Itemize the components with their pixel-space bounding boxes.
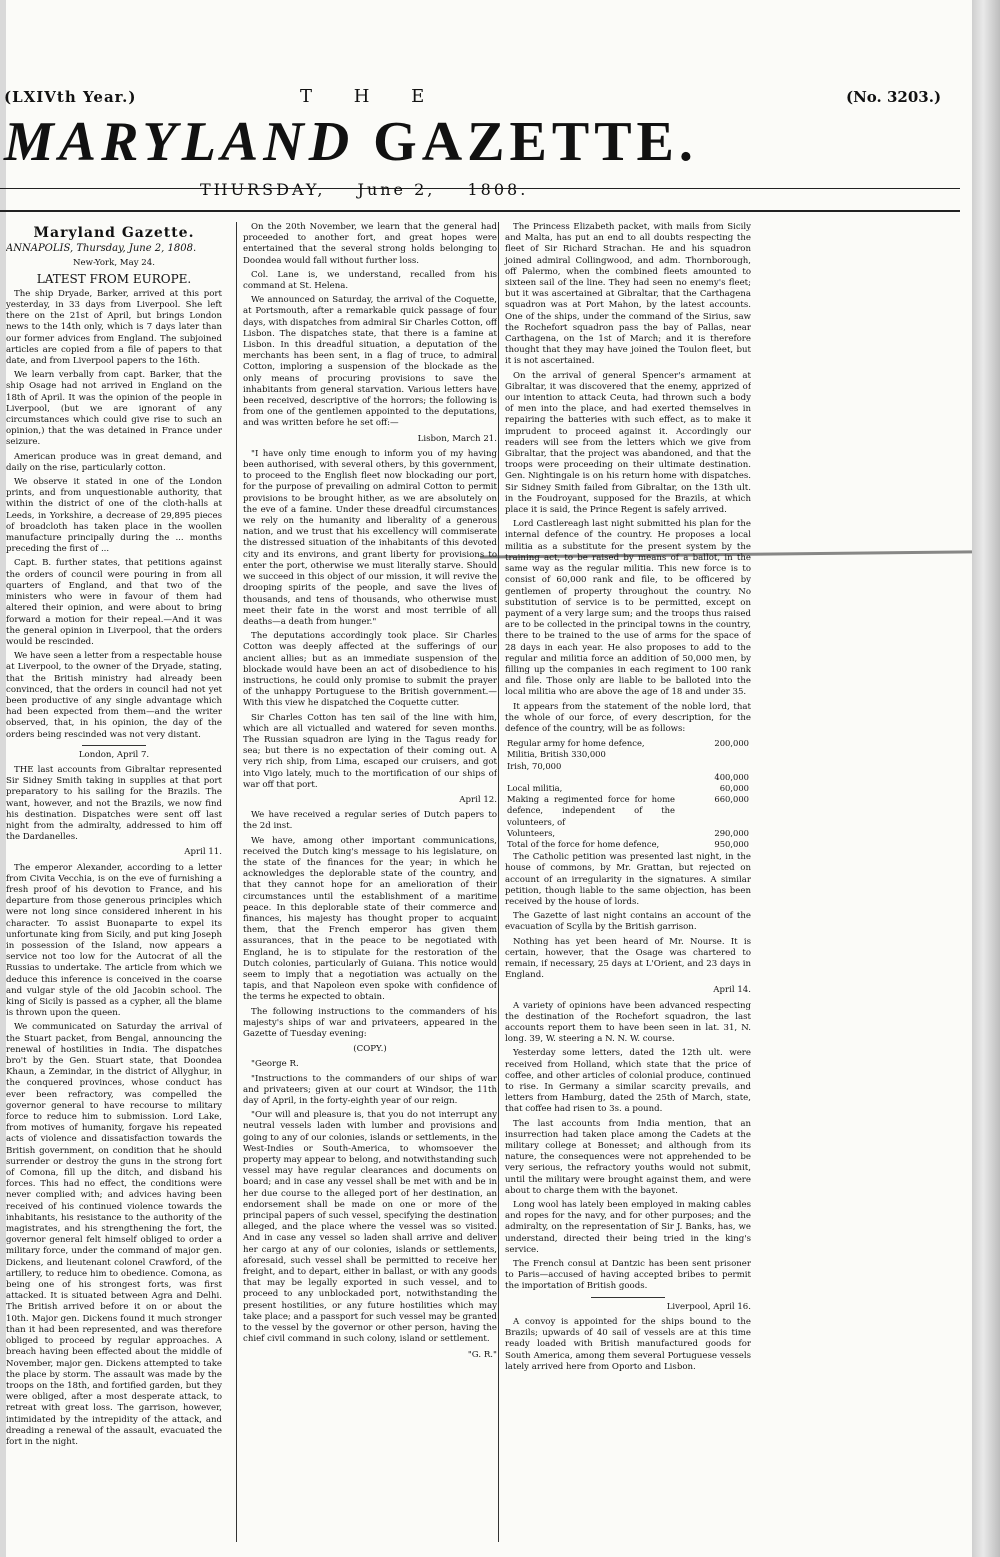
defence-table-row	[505, 772, 751, 783]
defence-table-row	[505, 794, 751, 828]
article-paragraph: A variety of opinions have been advanced respecting the destination of the Rochefort squadron, the last accounts report them to have been seen in lat. 31, N. long. 39, W. steering a N. N. W. course.	[505, 1000, 751, 1045]
divider	[591, 1297, 665, 1298]
defence-table-row	[505, 828, 751, 839]
volume-year: (LXIVth Year.)	[4, 88, 137, 106]
article-paragraph: The last accounts from India mention, that an insurrection had taken place among the Cadets at the military college at Bonesset; and although from its nature, the consequences were not apprehended to be very serious, the refractory youths would not submit, until the military were brought against them, and were about to charge them with the bayonet.	[505, 1118, 751, 1196]
defence-count	[677, 761, 751, 772]
defence-count: 60,000	[719, 782, 749, 793]
article-paragraph: "I have only time enough to inform you of my having been authorised, with several others, by this government, to proceed to the English fleet now blockading our port, for the purpose of prevailing on admiral Cotton to permit provisions to be brought hither, as we are absolutely on the eve of a famine. Under these dreadful circumstances we rely on the humanity and liberality of a generous nation, and we trust that his excellency will commiserate the distressed situation of the inhabitants of this devoted city and its environs, and grant liberty for provisions to enter the port, otherwise we must literally starve. Should we succeed in this object of our mission, it will revive the drooping spirits of the people, and save the lives of thousands, and tens of thousands, who otherwise must meet their fate in the worst and most terrible of all deaths—a death from hunger."	[243, 448, 497, 627]
defence-count: 660,000	[714, 794, 749, 805]
article-paragraph: It appears from the statement of the noble lord, that the whole of our force, of every description, for the defence of the country, will be as follows:	[505, 701, 751, 734]
article-paragraph: "Our will and pleasure is, that you do not interrupt any neutral vessels laden with lumber and provisions and going to any of our colonies, islands or settlements, in the West-Indies or South-America, to whomsoever the property may appear to belong, and notwithstanding such vessel may have regular clearances and documents on board; and in case any vessel shall be met with and be in her due course to the alleged port of her destination, an endorsement shall be made on one or more of the principal papers of such vessel, specifying the destination alleged, and the place where the vessel was so visited. And in case any vessel so laden shall arrive and deliver her cargo at any of our colonies, islands or settlements, aforesaid, such vessel shall be permitted to receive her freight, and to depart, either in ballast, or with any goods that may be legally exported in such vessel, and to proceed to any unblockaded port, notwithstanding the present hostilities, or any future hostilities which may take place; and a passport for such vessel may be granted to the vessel by the governor or other person, having the chief civil command in such colony, island or settlement.	[243, 1110, 497, 1345]
article-paragraph: We communicated on Saturday the arrival of the Stuart packet, from Bengal, announcing the renewal of hostilities in India. The dispatches bro't by the Gen. Stuart state, that Doondea Khaun, a Zemindar, in the district of Allyghur, in the conquered provinces, whose conduct has ever been refractory, was compelled the governor general to have recourse to military force to reduce him to submission. Lord Lake, from motives of humanity, forgave his repeated acts of violence and dissatisfaction towards the British government, on condition that he should surrender or destroy the guns in the strong fort of Comona, fill up the ditch, and disband his forces. This had no effect, the conditions were never complied with; and advices having been received of his continued violence towards the inhabitants, his resistance to the authority of the magistrates, and his strengthening the fort, the governor general felt himself obliged to order a military force, under the command of major gen. Dickens, and lieutenant colonel Crawford, of the artillery, to reduce him to obedience. Comona, as being one of his strongest forts, was first attacked. It is situated between Agra and Delhi. The British arrived before it on or about the 10th. Major gen. Dickens found it much stronger than it had been represented, and was therefore obliged to proceed by regular approaches. A breach having been effected about the middle of November, major gen. Dickens attempted to take the place by storm. The assault was made by the troops on the 18th, and fortified garden, but they were obliged, after a most desperate attack, to retreat with great loss. The garrison, however, intimidated by the intrepidity of the attack, and dreading a renewal of the assault, evacuated the fort in the night.	[6, 1022, 222, 1447]
title-gazette: GAZETTE.	[373, 111, 698, 173]
article-paragraph: Sir Charles Cotton has ten sail of the line with him, which are all victualled and watered for seven months. The Russian squadron are lying in the Tagus ready for sea; but there is no expectation of their coming out. A very rich ship, from Lima, escaped our cruisers, and got into Vigo lately, much to the mortification of our ships of war off that port.	[243, 712, 497, 790]
article-paragraph: Lord Castlereagh last night submitted his plan for the internal defence of the country. He proposes a local militia as a substitute for the present system by the training act, to be raised by means of a ballot, in the same way as the regular militia. This new force is to consist of 60,000 rank and file, to be officered by gentlemen of property throughout the country. No substitution of service is to be permitted, except on payment of a very large sum; and the troops thus raised are to be collected in the principal towns in the country, there to be trained to the use of arms for the space of 28 days in each year. He also proposes to add to the regular and militia force an addition of 50,000 men, by filling up the companies in each regiment to 100 rank and file. Those only are liable to be balloted into the local militia who are above the age of 18 and under 35.	[505, 519, 751, 698]
london-dateline: London, April 7.	[78, 749, 150, 760]
defence-table-row	[505, 783, 751, 794]
defence-count: 200,000	[714, 738, 749, 749]
column-3	[498, 222, 751, 1542]
column-1	[6, 222, 222, 1542]
lisbon-dateline: Lisbon, March 21.	[417, 433, 497, 444]
divider	[82, 745, 147, 746]
defence-table-row	[505, 738, 751, 749]
newspaper-title	[4, 110, 964, 174]
defence-table-row	[505, 761, 751, 772]
article-paragraph: Long wool has lately been employed in making cables and ropes for the navy, and for other purposes; and the admiralty, on the representation of Sir J. Banks, has, we understand, directed their being tried in the king's service.	[505, 1200, 751, 1255]
defence-item: Irish, 70,000	[507, 760, 562, 771]
article-paragraph: A convoy is appointed for the ships bound to the Brazils; upwards of 40 sail of vessels are at this time ready loaded with British manufactured goods for South America, among them several Portuguese vessels lately arrived here from Oporto and Lisbon.	[505, 1316, 751, 1372]
dateline-weekday: THURSDAY,	[200, 180, 326, 199]
defence-force-table	[505, 738, 751, 850]
dateline-rule	[0, 210, 960, 212]
article-paragraph: The French consul at Dantzic has been sent prisoner to Paris—accused of having accepted bribes to permit the importation of British goods.	[505, 1259, 751, 1292]
april14-dateline: April 14.	[713, 985, 751, 996]
article-paragraph: Nothing has yet been heard of Mr. Nourse. It is certain, however, that the Osage was chartered to remain, if necessary, 25 days at L'Orient, and 23 days in England.	[505, 936, 751, 981]
article-paragraph: The Princess Elizabeth packet, with mails from Sicily and Malta, has put an end to all doubts respecting the fleet of Sir Richard Strachan. He and his squadron joined admiral Collingwood, and adm. Thornborough, off Palermo, when the combined fleets amounted to sixteen sail of the line. They had seen no enemy's fleet; but it was ascertained at Gibraltar, that the Carthagena squadron was at Port Mahon, by the latest accounts. One of the ships, under the command of the Sirius, saw the Rochefort squadron pass the bay of Pallas, near Carthagena, on the 1st of March; and it is therefore thought that they may have joined the Toulon fleet, but it is not ascertained.	[505, 222, 751, 367]
article-paragraph: The following instructions to the commanders of his majesty's ships of war and privateers, appeared in the Gazette of Tuesday evening:	[243, 1006, 497, 1040]
article-paragraph: Capt. B. further states, that petitions against the orders of council were pouring in from all quarters of England, and that two of the ministers who were in favour of them had altered their opinion, and were about to bring forward a motion for their repeal.—And it was the general opinion in Liverpool, that the orders would be rescinded.	[6, 558, 222, 647]
april11-dateline: April 11.	[184, 847, 222, 858]
dateline-date: June 2,	[357, 180, 436, 199]
article-paragraph: We have seen a letter from a respectable house at Liverpool, to the owner of the Dryade, stating, that the British ministry had already been convinced, that the orders in council had not yet been productive of any single advantage which had been expected from them—and the writer observed, that, in his opinion, the day of the orders being rescinded was not very distant.	[6, 651, 222, 740]
april12-dateline: April 12.	[459, 794, 497, 805]
issue-number: (No. 3203.)	[846, 88, 942, 106]
defence-item	[505, 772, 677, 783]
ny-dateline: New-York, May 24.	[73, 258, 155, 269]
article-paragraph: We have, among other important communications, received the Dutch king's message to his legislature, on the state of the finances for the year; in which he acknowledges the deplorable state of the country, and that they cannot hope for an amelioration of their circumstances until the establishment of a maritime peace. In this deplorable state of their commerce and finances, his majesty has thought proper to acquaint them, that the French emperor has given them assurances, that in the peace to be negotiated with England, he is to stipulate for the restoration of the Dutch colonies, particularly of Guiana. This notice would seem to imply that a negotiation was actually on the tapis, and that Napoleon even spoke with confidence of the terms he expected to obtain.	[243, 835, 497, 1003]
title-maryland: MARYLAND	[4, 111, 355, 173]
local-paper-name: Maryland Gazette.	[33, 225, 195, 241]
defence-count: 400,000	[714, 771, 749, 782]
article-paragraph: The ship Dryade, Barker, arrived at this port yesterday, in 33 days from Liverpool. She left there on the 21st of April, but brings London news to the 14th only, which is 7 days later than our former advices from England. The subjoined articles are copied from a file of papers to that date, and from Liverpool papers to the 16th.	[6, 288, 222, 367]
article-paragraph: The Gazette of last night contains an account of the evacuation of Scylla by the British garrison.	[505, 911, 751, 933]
article-paragraph: THE last accounts from Gibraltar represented Sir Sidney Smith taking in supplies at that port preparatory to his sailing for the Brazils. The want, however, and not the Brazils, we now find his destination. Dispatches were sent off last night from the admiralty, addressed to him off the Dardanelles.	[6, 764, 222, 843]
defence-item: Total of the force for home defence,	[507, 838, 660, 849]
article-paragraph: The emperor Alexander, according to a letter from Civita Vecchia, is on the eve of furnishing a fresh proof of his devotion to France, and his departure from those generous principles which were not long since considered inherent in his character. To assist Buonaparte to expel its unfortunate king from Sicily, and put king Joseph in possession of the Island, now appears a service not too low for the Autocrat of all the Russias to undertake. The article from which we deduce this inference is conceived in the coarse and vulgar style of the old Jacobin school. The king of Sicily is passed as a cypher, all the blame is thrown upon the queen.	[6, 862, 222, 1019]
column-2	[236, 222, 497, 1542]
article-paragraph: On the 20th November, we learn that the general had proceeded to another fort, and great hopes were entertained that the several strong holds belonging to Doondea would fall without further loss.	[243, 222, 497, 266]
signature-gr: "G. R."	[467, 1349, 497, 1360]
copy-label: (COPY.)	[353, 1044, 387, 1055]
article-paragraph: We have received a regular series of Dutch papers to the 2d inst.	[243, 810, 497, 832]
article-paragraph: The deputations accordingly took place. Sir Charles Cotton was deeply affected at the sufferings of our ancient allies; but as an immediate suspension of the blockade would have been an act of disobedience to his instructions, he could only promise to submit the prayer of the unhappy Portuguese to the British government.—With this view he dispatched the Coquette cutter.	[243, 631, 497, 709]
defence-item: Volunteers,	[507, 827, 556, 838]
defence-table-row	[505, 749, 751, 760]
article-paragraph: On the arrival of general Spencer's armament at Gibraltar, it was discovered that the enemy, apprized of our intention to attack Ceuta, had thrown such a body of men into the place, and had exerted themselves in repairing the batteries with such effect, as to make it imprudent to proceed against it. Accordingly our readers will see from the letters which we give from Gibraltar, that the project was abandoned, and that the troops were proceeding on their ultimate destination. Gen. Nightingale is on his return home with dispatches. Sir Sidney Smith failed from Gibraltar, on the 13th ult. in the Foudroyant, supposed for the Brazils, at which place it is said, the Prince Regent is safely arrived.	[505, 370, 751, 516]
defence-count: 290,000	[714, 827, 749, 838]
article-paragraph: Yesterday some letters, dated the 12th ult. were received from Holland, which state that the price of coffee, and other articles of colonial produce, continued to rise. In Germany a similar scarcity prevails, and letters from Hamburg, dated the 25th of March, state, that coffee had risen to 3s. a pound.	[505, 1048, 751, 1115]
george-r-line: "George R.	[251, 1059, 299, 1070]
liverpool-dateline: Liverpool, April 16.	[666, 1301, 751, 1312]
article-paragraph: Col. Lane is, we understand, recalled from his command at St. Helena.	[243, 269, 497, 292]
article-paragraph: "Instructions to the commanders of our ships of war and privateers; given at our court at Windsor, the 11th day of April, in the forty-eighth year of our reign.	[243, 1073, 497, 1107]
defence-table-row	[505, 839, 751, 850]
section-heading: LATEST FROM EUROPE.	[36, 271, 192, 286]
article-paragraph: We learn verbally from capt. Barker, that the ship Osage had not arrived in England on the 18th of April. It was the opinion of the people in Liverpool, (but we are ignorant of any circumstances which could give rise to such an opinion,) that the was detained in France under seizure.	[6, 370, 222, 448]
defence-item: Making a regimented force for home defence, independent of the volunteers, of	[507, 794, 675, 827]
local-dateline: ANNAPOLIS, Thursday, June 2, 1808.	[6, 243, 197, 255]
article-paragraph: We announced on Saturday, the arrival of the Coquette, at Portsmouth, after a remarkable quick passage of four days, with dispatches from admiral Sir Charles Cotton, off Lisbon. The dispatches state, that there is a famine at Lisbon. In this dreadful situation, a deputation of the merchants has been sent, in a flag of truce, to admiral Cotton, imploring a suspension of the blockade as the only means of procuring provisions to save the inhabitants from general starvation. Various letters have been received, descriptive of the horrors; the following is from one of the gentlemen appointed to the deputations, and was written before he set off:—	[243, 295, 497, 429]
defence-item: Militia, British 330,000	[507, 749, 606, 760]
article-paragraph: We observe it stated in one of the London prints, and from unquestionable authority, that within the district of one of the cloth-halls at Leeds, in Yorkshire, a decrease of 29,895 pieces of broadcloth has taken place in the woollen manufacture principally during the ... months preceding the first of ...	[6, 477, 222, 555]
article-paragraph: The Catholic petition was presented last night, in the house of commons, by Mr. Grattan, but rejected on account of an irregularity in the signatures. A similar petition, though liable to the same objection, has been received by the house of lords.	[505, 852, 751, 907]
scan-binding-edge	[972, 0, 1000, 1557]
defence-item: Regular army for home defence,	[507, 738, 645, 749]
article-paragraph: American produce was in great demand, and daily on the rise, particularly cotton.	[6, 451, 222, 473]
dateline-year: 1808.	[467, 180, 529, 199]
issue-dateline	[200, 180, 552, 199]
defence-count: 950,000	[714, 838, 749, 849]
defence-count	[677, 749, 751, 760]
defence-item: Local militia,	[507, 782, 563, 793]
masthead-the: T H E	[300, 86, 443, 107]
